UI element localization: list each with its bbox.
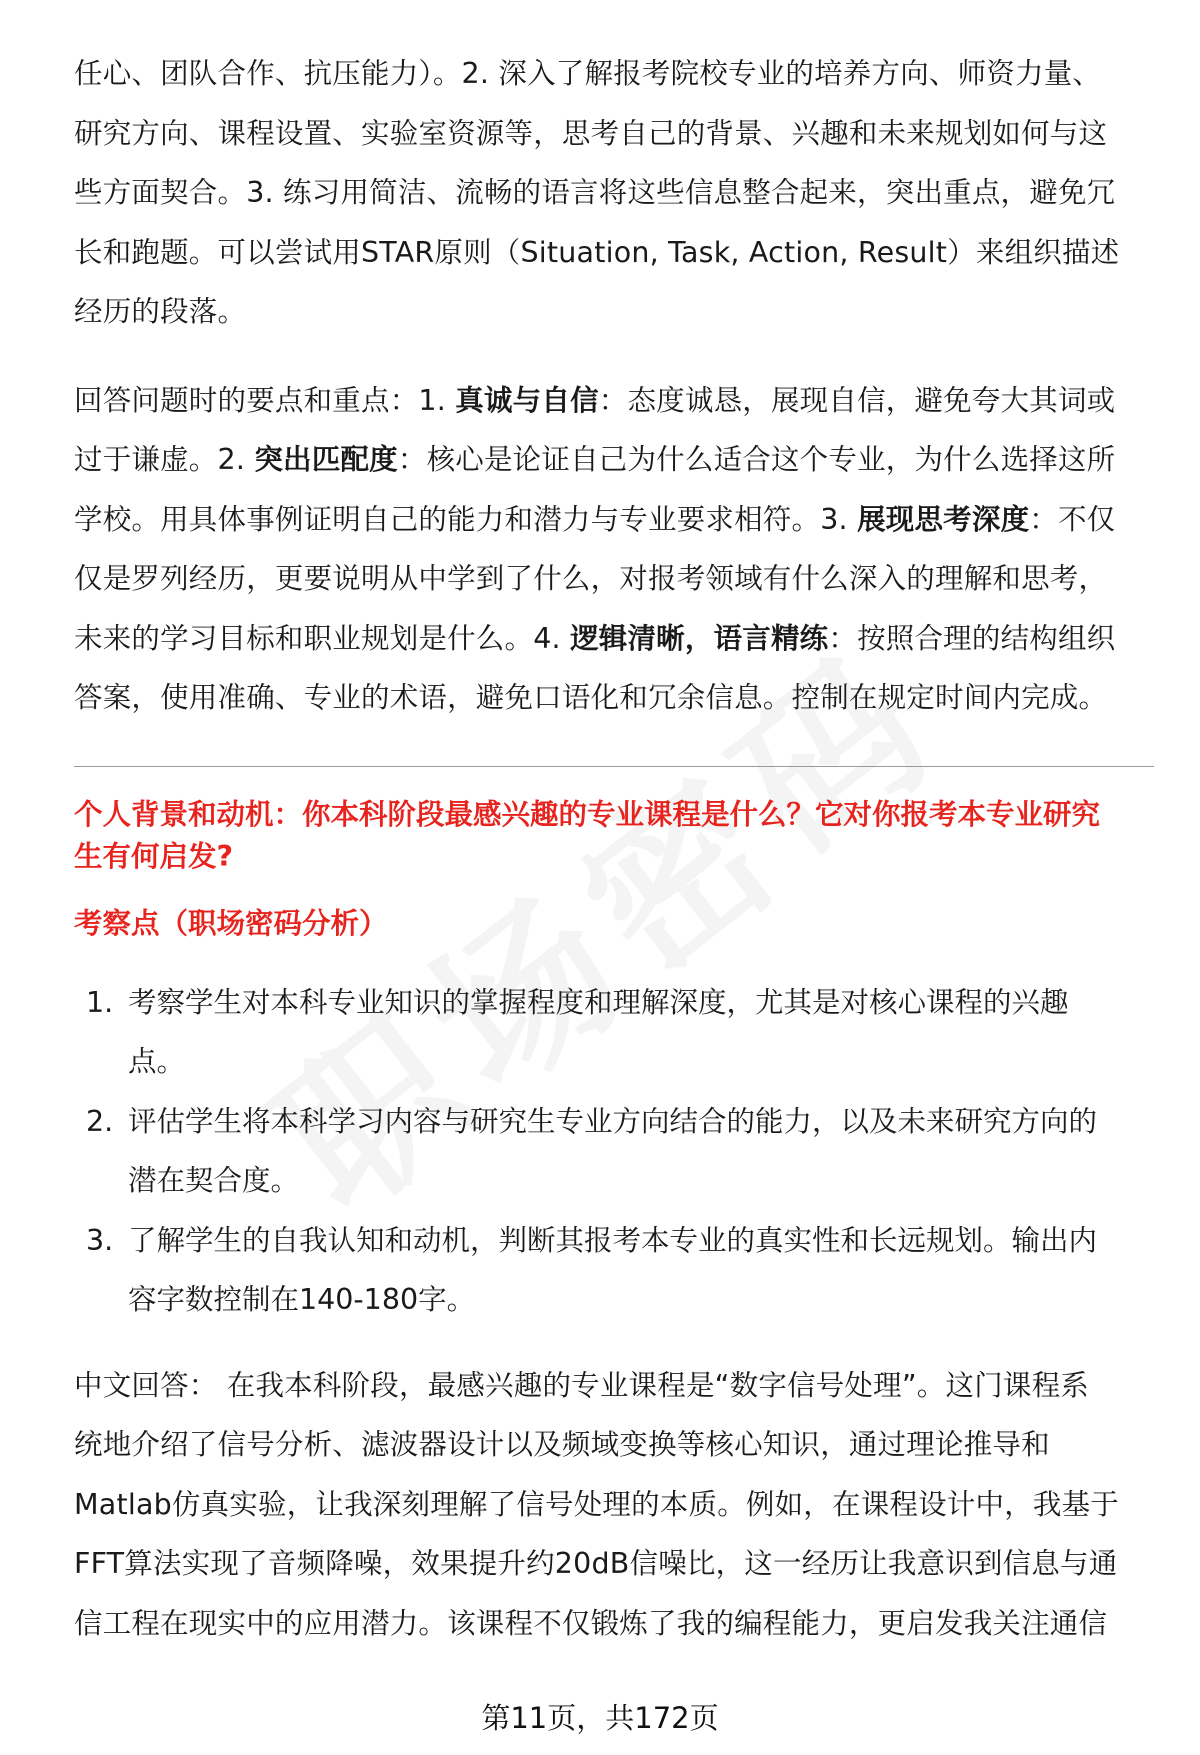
text-line	[74, 490, 1154, 550]
text-line: 答案，使用准确、专业的术语，避免口语化和冗余信息。控制在规定时间内完成。	[74, 681, 1108, 714]
text-line: 长和跑题。可以尝试用STAR原则（Situation, Task, Action, Result）来组织描述	[74, 235, 1120, 269]
text-run: 过于谦虚。2.	[74, 443, 255, 476]
list-number: 1.	[86, 985, 114, 1019]
paragraph-answer-keypoints	[74, 371, 1154, 728]
bold-keyword: 突出匹配度	[254, 443, 398, 476]
list-line: 容字数控制在140-180字。	[128, 1283, 476, 1316]
bold-keyword: 逻辑清晰，语言精练	[570, 621, 829, 655]
text-line: 任心、团队合作、抗压能力）。2. 深入了解报考院校专业的培养方向、师资力量、	[74, 57, 1102, 90]
text-line	[74, 430, 1154, 490]
text-run: ：核心是论证自己为什么适合这个专业，为什么选择这所	[397, 443, 1116, 476]
text-line: 些方面契合。3. 练习用简洁、流畅的语言将这些信息整合起来，突出重点，避免冗	[74, 176, 1116, 209]
list-line: 考察学生对本科专业知识的掌握程度和理解深度，尤其是对核心课程的兴趣	[128, 985, 1069, 1019]
text-line: 中文回答： 在我本科阶段，最感兴趣的专业课程是“数字信号处理”。这门课程系	[74, 1368, 1089, 1402]
document-body	[74, 44, 1154, 1653]
text-line: 研究方向、课程设置、实验室资源等，思考自己的背景、兴趣和未来规划如何与这	[74, 116, 1108, 150]
question-line: 个人背景和动机：你本科阶段最感兴趣的专业课程是什么？它对你报考本专业研究	[74, 797, 1101, 831]
text-line: 仅是罗列经历，更要说明从中学到了什么，对报考领域有什么深入的理解和思考，	[74, 562, 1108, 595]
list-line: 潜在契合度。	[128, 1164, 300, 1197]
text-line	[74, 371, 1154, 431]
page-number-footer: 第11页，共172页	[481, 1701, 719, 1735]
list-item	[74, 973, 1154, 1092]
text-line: 统地介绍了信号分析、滤波器设计以及频域变换等核心知识，通过理论推导和	[74, 1428, 1050, 1461]
section-title: 考察点（职场密码分析）	[74, 906, 388, 940]
text-line: FFT算法实现了音频降噪，效果提升约20dB信噪比，这一经历让我意识到信息与通	[74, 1547, 1118, 1580]
question-line: 生有何启发?	[74, 839, 234, 873]
list-item	[74, 1092, 1154, 1211]
paragraph-preparation-tips	[74, 44, 1154, 342]
paragraph-chinese-answer	[74, 1356, 1154, 1654]
list-item	[74, 1211, 1154, 1330]
list-line: 点。	[128, 1045, 186, 1078]
text-run: 回答问题时的要点和重点：1.	[74, 383, 456, 417]
text-line: 经历的段落。	[74, 295, 247, 328]
text-line	[74, 609, 1154, 669]
bold-keyword: 真诚与自信	[455, 383, 599, 417]
assessment-points-list	[74, 973, 1154, 1330]
text-run: ：态度诚恳，展现自信，避免夸大其词或	[598, 383, 1116, 417]
text-run: 未来的学习目标和职业规划是什么。4.	[74, 621, 571, 655]
list-number: 2.	[86, 1104, 114, 1138]
text-run: ：按照合理的结构组织	[828, 621, 1116, 655]
bold-keyword: 展现思考深度	[857, 502, 1030, 536]
text-line: Matlab仿真实验，让我深刻理解了信号处理的本质。例如，在课程设计中，我基于	[74, 1487, 1120, 1521]
question-heading	[74, 794, 1154, 878]
text-run: ：不仅	[1029, 502, 1116, 536]
text-line: 信工程在现实中的应用潜力。该课程不仅锻炼了我的编程能力，更启发我关注通信	[74, 1606, 1108, 1640]
list-number: 3.	[86, 1223, 114, 1257]
list-line: 了解学生的自我认知和动机，判断其报考本专业的真实性和长远规划。输出内	[128, 1223, 1098, 1257]
list-line: 评估学生将本科学习内容与研究生专业方向结合的能力，以及未来研究方向的	[128, 1104, 1098, 1138]
text-run: 学校。用具体事例证明自己的能力和潜力与专业要求相符。3.	[74, 502, 858, 536]
